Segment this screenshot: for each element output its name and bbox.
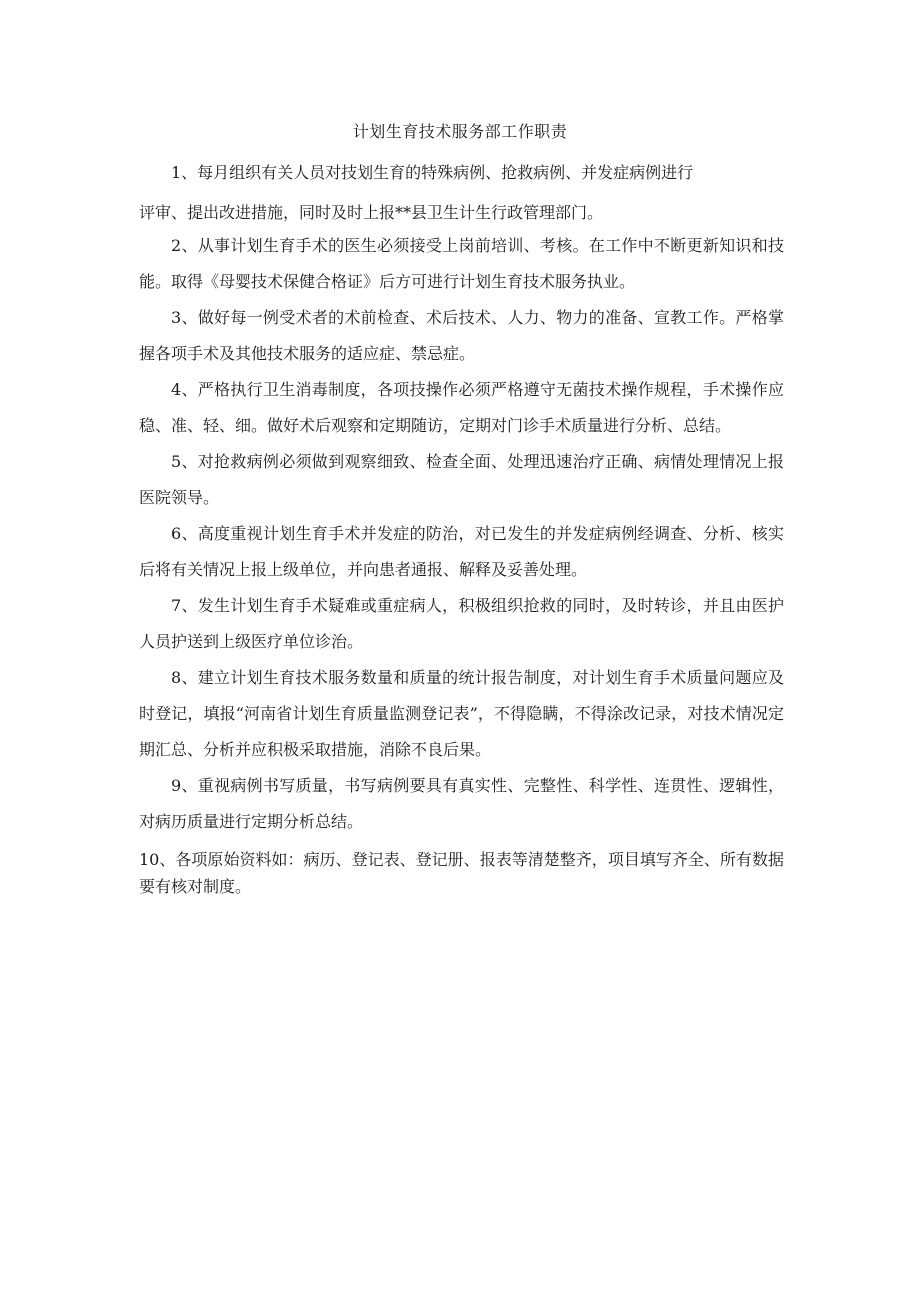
document-body: [139, 157, 784, 900]
paragraph-6: 6、高度重视计划生育手术并发症的防治，对已发生的并发症病例经调查、分析、核实后将有关情况上报上级单位，并向患者通报、解释及妥善处理。: [139, 524, 784, 579]
paragraph-10: 10、各项原始资料如：病历、登记表、登记册、报表等清楚整齐，项目填写齐全、所有数据要有核对制度。: [139, 850, 784, 896]
paragraph-4: 4、严格执行卫生消毒制度，各项技操作必须严格遵守无菌技术操作规程，手术操作应稳、准、轻、细。做好术后观察和定期随访，定期对门诊手术质量进行分析、总结。: [139, 380, 784, 435]
paragraph-7: 7、发生计划生育手术疑难或重症病人，积极组织抢救的同时，及时转诊，并且由医护人员护送到上级医疗单位诊治。: [139, 596, 784, 651]
paragraph-5: 5、对抢救病例必须做到观察细致、检查全面、处理迅速治疗正确、病情处理情况上报医院领导。: [139, 452, 784, 507]
paragraph-8: 8、建立计划生育技术服务数量和质量的统计报告制度，对计划生育手术质量问题应及时登记，填报“河南省计划生育质量监测登记表”，不得隐瞒，不得涂改记录，对技术情况定期汇总、分析并应积极采取措施，消除不良后果。: [139, 668, 784, 759]
paragraph-2: 2、从事计划生育手术的医生必须接受上岗前培训、考核。在工作中不断更新知识和技能。取得《母婴技术保健合格证》后方可进行计划生育技术服务执业。: [139, 236, 784, 291]
paragraph-1-line-1: 1、每月组织有关人员对技划生育的特殊病例、抢救病例、并发症病例进行: [171, 163, 694, 182]
paragraph-1: [139, 157, 784, 228]
document-title: 计划生育技术服务部工作职责: [352, 122, 568, 141]
paragraph-9: 9、重视病例书写质量，书写病例要具有真实性、完整性、科学性、连贯性、逻辑性，对病历质量进行定期分析总结。: [139, 776, 784, 831]
paragraph-1-line-2: 评审、提出改进措施，同时及时上报**县卫生计生行政管理部门。: [139, 203, 604, 222]
paragraph-3: 3、做好每一例受术者的术前检查、术后技术、人力、物力的准备、宣教工作。严格掌握各项手术及其他技术服务的适应症、禁忌症。: [139, 308, 784, 363]
